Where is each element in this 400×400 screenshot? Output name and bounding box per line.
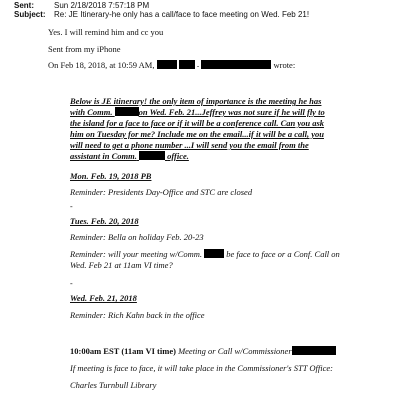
tues-reminder: Reminder: will your meeting w/Comm. be face to face or a Conf. Call on	[70, 249, 340, 259]
quoted-line: Below is JE itinerary! the only item of importance is the meeting he has	[70, 96, 322, 106]
wed-heading: Wed. Feb. 21, 2018	[70, 293, 137, 303]
subject-label: Subject:	[14, 10, 46, 19]
signature-line: Sent from my iPhone	[48, 44, 121, 54]
redaction-block	[201, 60, 271, 69]
redaction-block	[179, 60, 195, 69]
meeting-location: Charles Turnbull Library	[70, 380, 157, 390]
redaction-block	[115, 107, 139, 116]
tues-reminder-cont: Wed. Feb 21 at 11am VI time?	[70, 260, 173, 270]
tues-reminder: Reminder: Bella on holiday Feb. 20-23	[70, 232, 204, 242]
redaction-block	[204, 249, 224, 258]
quoted-line: assistant in Comm. office.	[70, 151, 189, 161]
meeting-note: If meeting is face to face, it will take place in the Commissioner's STT Office:	[70, 363, 333, 373]
dash: -	[70, 279, 73, 288]
attribution-prefix: On Feb 18, 2018, at 10:59 AM,	[48, 60, 155, 70]
redaction-block	[292, 346, 336, 355]
wed-reminder: Reminder: Rich Kahn back in the office	[70, 310, 205, 320]
mon-reminder: Reminder: Presidents Day-Office and STC are closed	[70, 187, 253, 197]
redaction-block	[139, 151, 165, 160]
quoted-line: him on Tuesday for me? Include me on the email...if it will be a call, you	[70, 129, 324, 139]
sent-row	[14, 1, 149, 10]
sent-label: Sent:	[14, 1, 34, 10]
reply-line: Yes. I will remind him and cc you	[48, 27, 164, 37]
subject-value: Re: JE Itinerary-he only has a call/face to face meeting on Wed. Feb 21!	[54, 10, 310, 19]
meeting-text: Meeting or Call w/Commissioner	[178, 346, 292, 356]
subject-row	[14, 10, 309, 19]
attribution-suffix: wrote:	[273, 60, 296, 70]
dash: -	[70, 202, 73, 211]
mon-heading: Mon. Feb. 19, 2018 PB	[70, 171, 152, 181]
quoted-line: the island for a face to face or if it will be a conference call. Can you ask	[70, 118, 325, 128]
sent-value: Sun 2/18/2018 7:57:18 PM	[54, 1, 150, 10]
redaction-block	[157, 60, 177, 69]
quote-attribution: On Feb 18, 2018, at 10:59 AM, - wrote:	[48, 60, 296, 70]
quoted-line: will need to get a phone number ...I will send you the email from the	[70, 140, 309, 150]
tues-heading: Tues. Feb. 20, 2018	[70, 216, 139, 226]
meeting-line	[70, 346, 336, 356]
quoted-line: with Comm. on Wed. Feb. 21...Jeffrey was not sure if he will fly to	[70, 107, 325, 117]
meeting-time: 10:00am EST (11am VI time)	[70, 346, 176, 356]
